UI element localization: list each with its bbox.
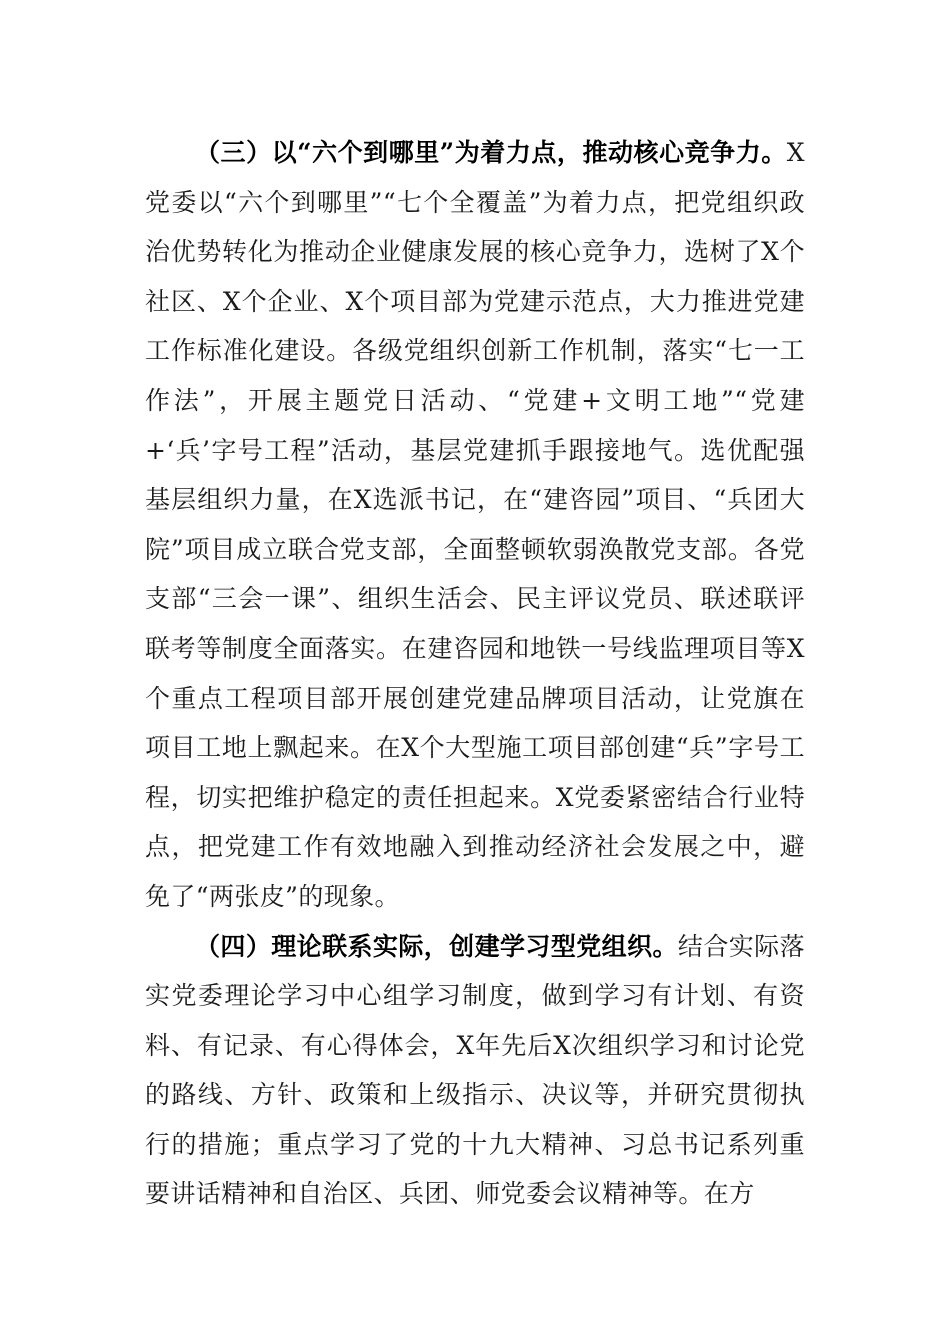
section-heading: （四）理论联系实际，创建学习型党组织。 <box>195 931 678 961</box>
document-body <box>145 128 805 1219</box>
section-heading: （三）以“六个到哪里”为着力点，推动核心竞争力。 <box>195 138 787 167</box>
paragraph-text: 结合实际落实党委理论学习中心组学习制度，做到学习有计划、有资料、有记录、有心得体会，X年先后X次组织学习和讨论党的路线、方针、政策和上级指示、决议等，并研究贯彻执行的措施；重点学习了党的十九大精神、习总书记系列重要讲话精神和自治区、兵团、师党委会议精神等。在方 <box>145 931 805 1209</box>
paragraph-section-three <box>145 128 805 922</box>
paragraph-text: X党委以“六个到哪里”“七个全覆盖”为着力点，把党组织政治优势转化为推动企业健康发展的核心竞争力，选树了X个社区、X个企业、X个项目部为党建示范点，大力推进党建工作标准化建设。各级党组织创新工作机制，落实“七一工作法”，开展主题党日活动、“党建+文明工地”“党建+‘兵’字号工程”活动，基层党建抓手跟接地气。选优配强基层组织力量，在X选派书记，在“建咨园”项目、“兵团大院”项目成立联合党支部，全面整顿软弱涣散党支部。各党支部“三会一课”、组织生活会、民主评议党员、联述联评联考等制度全面落实。在建咨园和地铁一号线监理项目等X个重点工程项目部开展创建党建品牌项目活动，让党旗在项目工地上飘起来。在X个大型施工项目部创建“兵”字号工程，切实把维护稳定的责任担起来。X党委紧密结合行业特点，把党建工作有效地融入到推动经济社会发展之中，避免了“两张皮”的现象。 <box>145 138 805 911</box>
paragraph-section-four <box>145 922 805 1220</box>
